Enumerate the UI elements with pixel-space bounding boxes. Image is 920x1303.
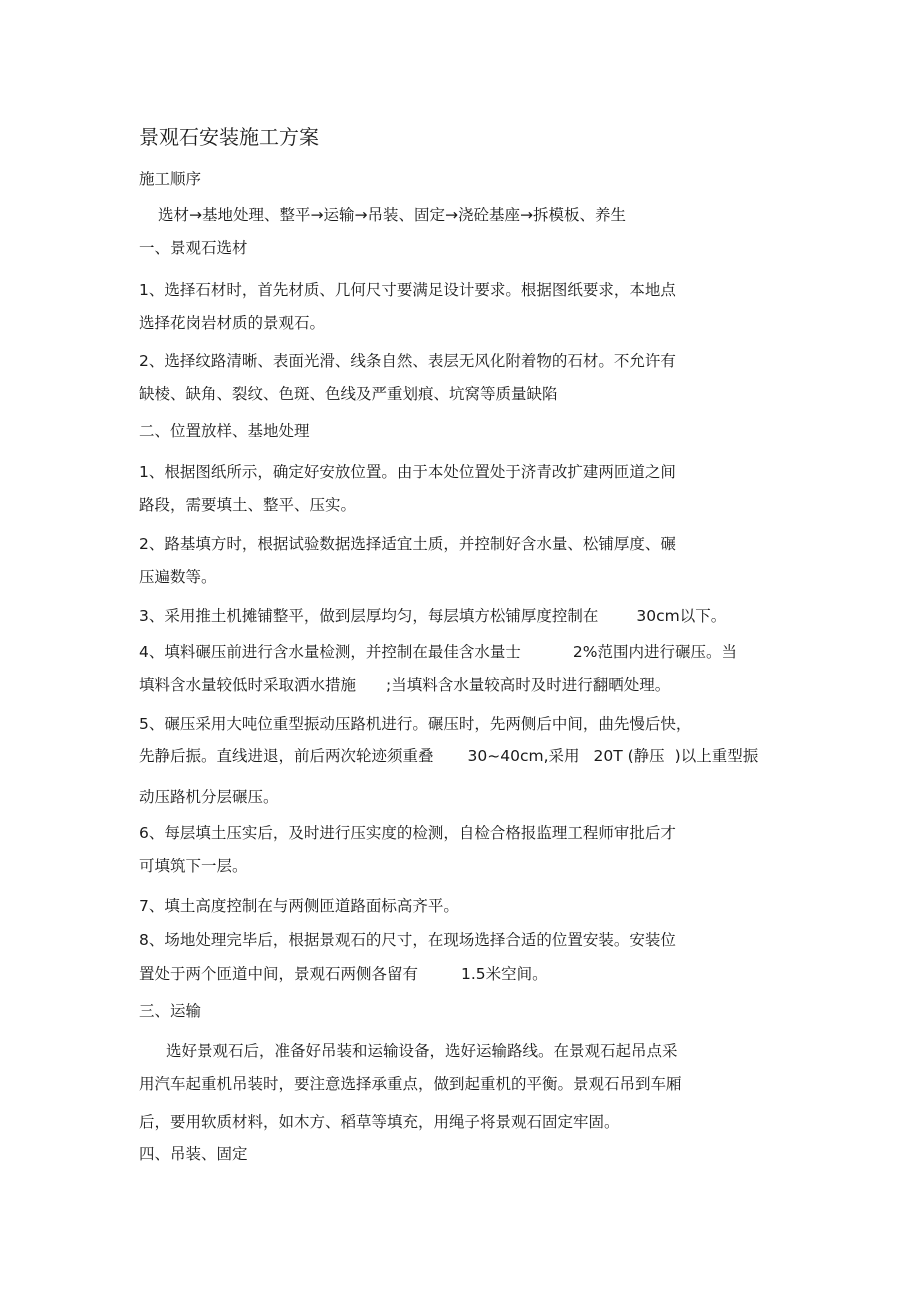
section-2-para-5-line-1: 5、碾压采用大吨位重型振动压路机进行。碾压时，先两侧后中间，曲先慢后快，	[139, 715, 692, 733]
para-3-value: 30cm以下。	[636, 607, 727, 625]
para-4-text-3: ;当填料含水量较高时及时进行翻晒处理。	[386, 676, 671, 694]
para-5-range: 30~40cm,采用	[467, 747, 580, 765]
para-4-value: 2%范围内进行碾压。当	[572, 643, 737, 661]
document-title: 景观石安装施工方案	[139, 125, 319, 149]
section-1-heading: 一、景观石选材	[139, 239, 248, 257]
section-2-para-7: 7、填土高度控制在与两侧匝道路面标高齐平。	[139, 897, 459, 915]
para-8-value: 1.5米空间。	[461, 965, 548, 983]
section-2-para-8-line-2	[139, 964, 548, 984]
section-2-para-1-line-2: 路段，需要填土、整平、压实。	[139, 496, 357, 514]
para-4-text: 4、填料碾压前进行含水量检测，并控制在最佳含水量士	[139, 643, 521, 661]
para-4-text-2: 填料含水量较低时采取洒水措施	[139, 676, 357, 694]
section-3-heading: 三、运输	[139, 1002, 202, 1020]
section-2-para-2-line-2: 压遍数等。	[139, 568, 217, 586]
section-2-para-4-line-1	[139, 642, 737, 662]
section-2-para-8-line-1: 8、场地处理完毕后，根据景观石的尺寸，在现场选择合适的位置安装。安装位	[139, 931, 676, 949]
section-2-para-1-line-1: 1、根据图纸所示，确定好安放位置。由于本处位置处于济青改扩建两匝道之间	[139, 463, 676, 481]
section-2-para-6-line-2: 可填筑下一层。	[139, 857, 248, 875]
section-1-para-2-line-2: 缺棱、缺角、裂纹、色斑、色线及严重划痕、坑窝等质量缺陷	[139, 385, 558, 403]
section-2-para-5-line-2	[139, 746, 758, 766]
para-5-text-2: )以上重型振	[674, 747, 759, 765]
section-1-para-1-line-2: 选择花岗岩材质的景观石。	[139, 314, 326, 332]
sequence-steps: 选材→基地处理、整平→运输→吊装、固定→浇砼基座→拆模板、养生	[158, 206, 626, 224]
para-5-tonnage: 20T (静压	[593, 747, 665, 765]
section-2-para-5-line-3: 动压路机分层碾压。	[139, 788, 279, 806]
section-2-heading: 二、位置放样、基地处理	[139, 422, 310, 440]
para-8-text: 置处于两个匝道中间，景观石两侧各留有	[139, 965, 419, 983]
sequence-heading: 施工顺序	[139, 170, 202, 188]
section-3-para-line-1: 选好景观石后，准备好吊装和运输设备，选好运输路线。在景观石起吊点采	[166, 1042, 678, 1060]
section-2-para-3	[139, 606, 726, 626]
para-3-text: 3、采用推土机摊铺整平，做到层厚均匀，每层填方松铺厚度控制在	[139, 607, 599, 625]
section-2-para-2-line-1: 2、路基填方时，根据试验数据选择适宜土质，并控制好含水量、松铺厚度、碾	[139, 535, 676, 553]
section-2-para-4-line-2	[139, 675, 670, 695]
para-5-text: 先静后振。直线进退，前后两次轮迹须重叠	[139, 747, 434, 765]
section-3-para-line-3: 后，要用软质材料，如木方、稻草等填充，用绳子将景观石固定牢固。	[139, 1113, 620, 1131]
section-4-heading: 四、吊装、固定	[139, 1145, 248, 1163]
section-1-para-2-line-1: 2、选择纹路清晰、表面光滑、线条自然、表层无风化附着物的石材。不允许有	[139, 352, 676, 370]
section-2-para-6-line-1: 6、每层填土压实后，及时进行压实度的检测，自检合格报监理工程师审批后才	[139, 824, 676, 842]
section-1-para-1-line-1: 1、选择石材时，首先材质、几何尺寸要满足设计要求。根据图纸要求，本地点	[139, 281, 676, 299]
section-3-para-line-2: 用汽车起重机吊装时，要注意选择承重点，做到起重机的平衡。景观石吊到车厢	[139, 1075, 682, 1093]
